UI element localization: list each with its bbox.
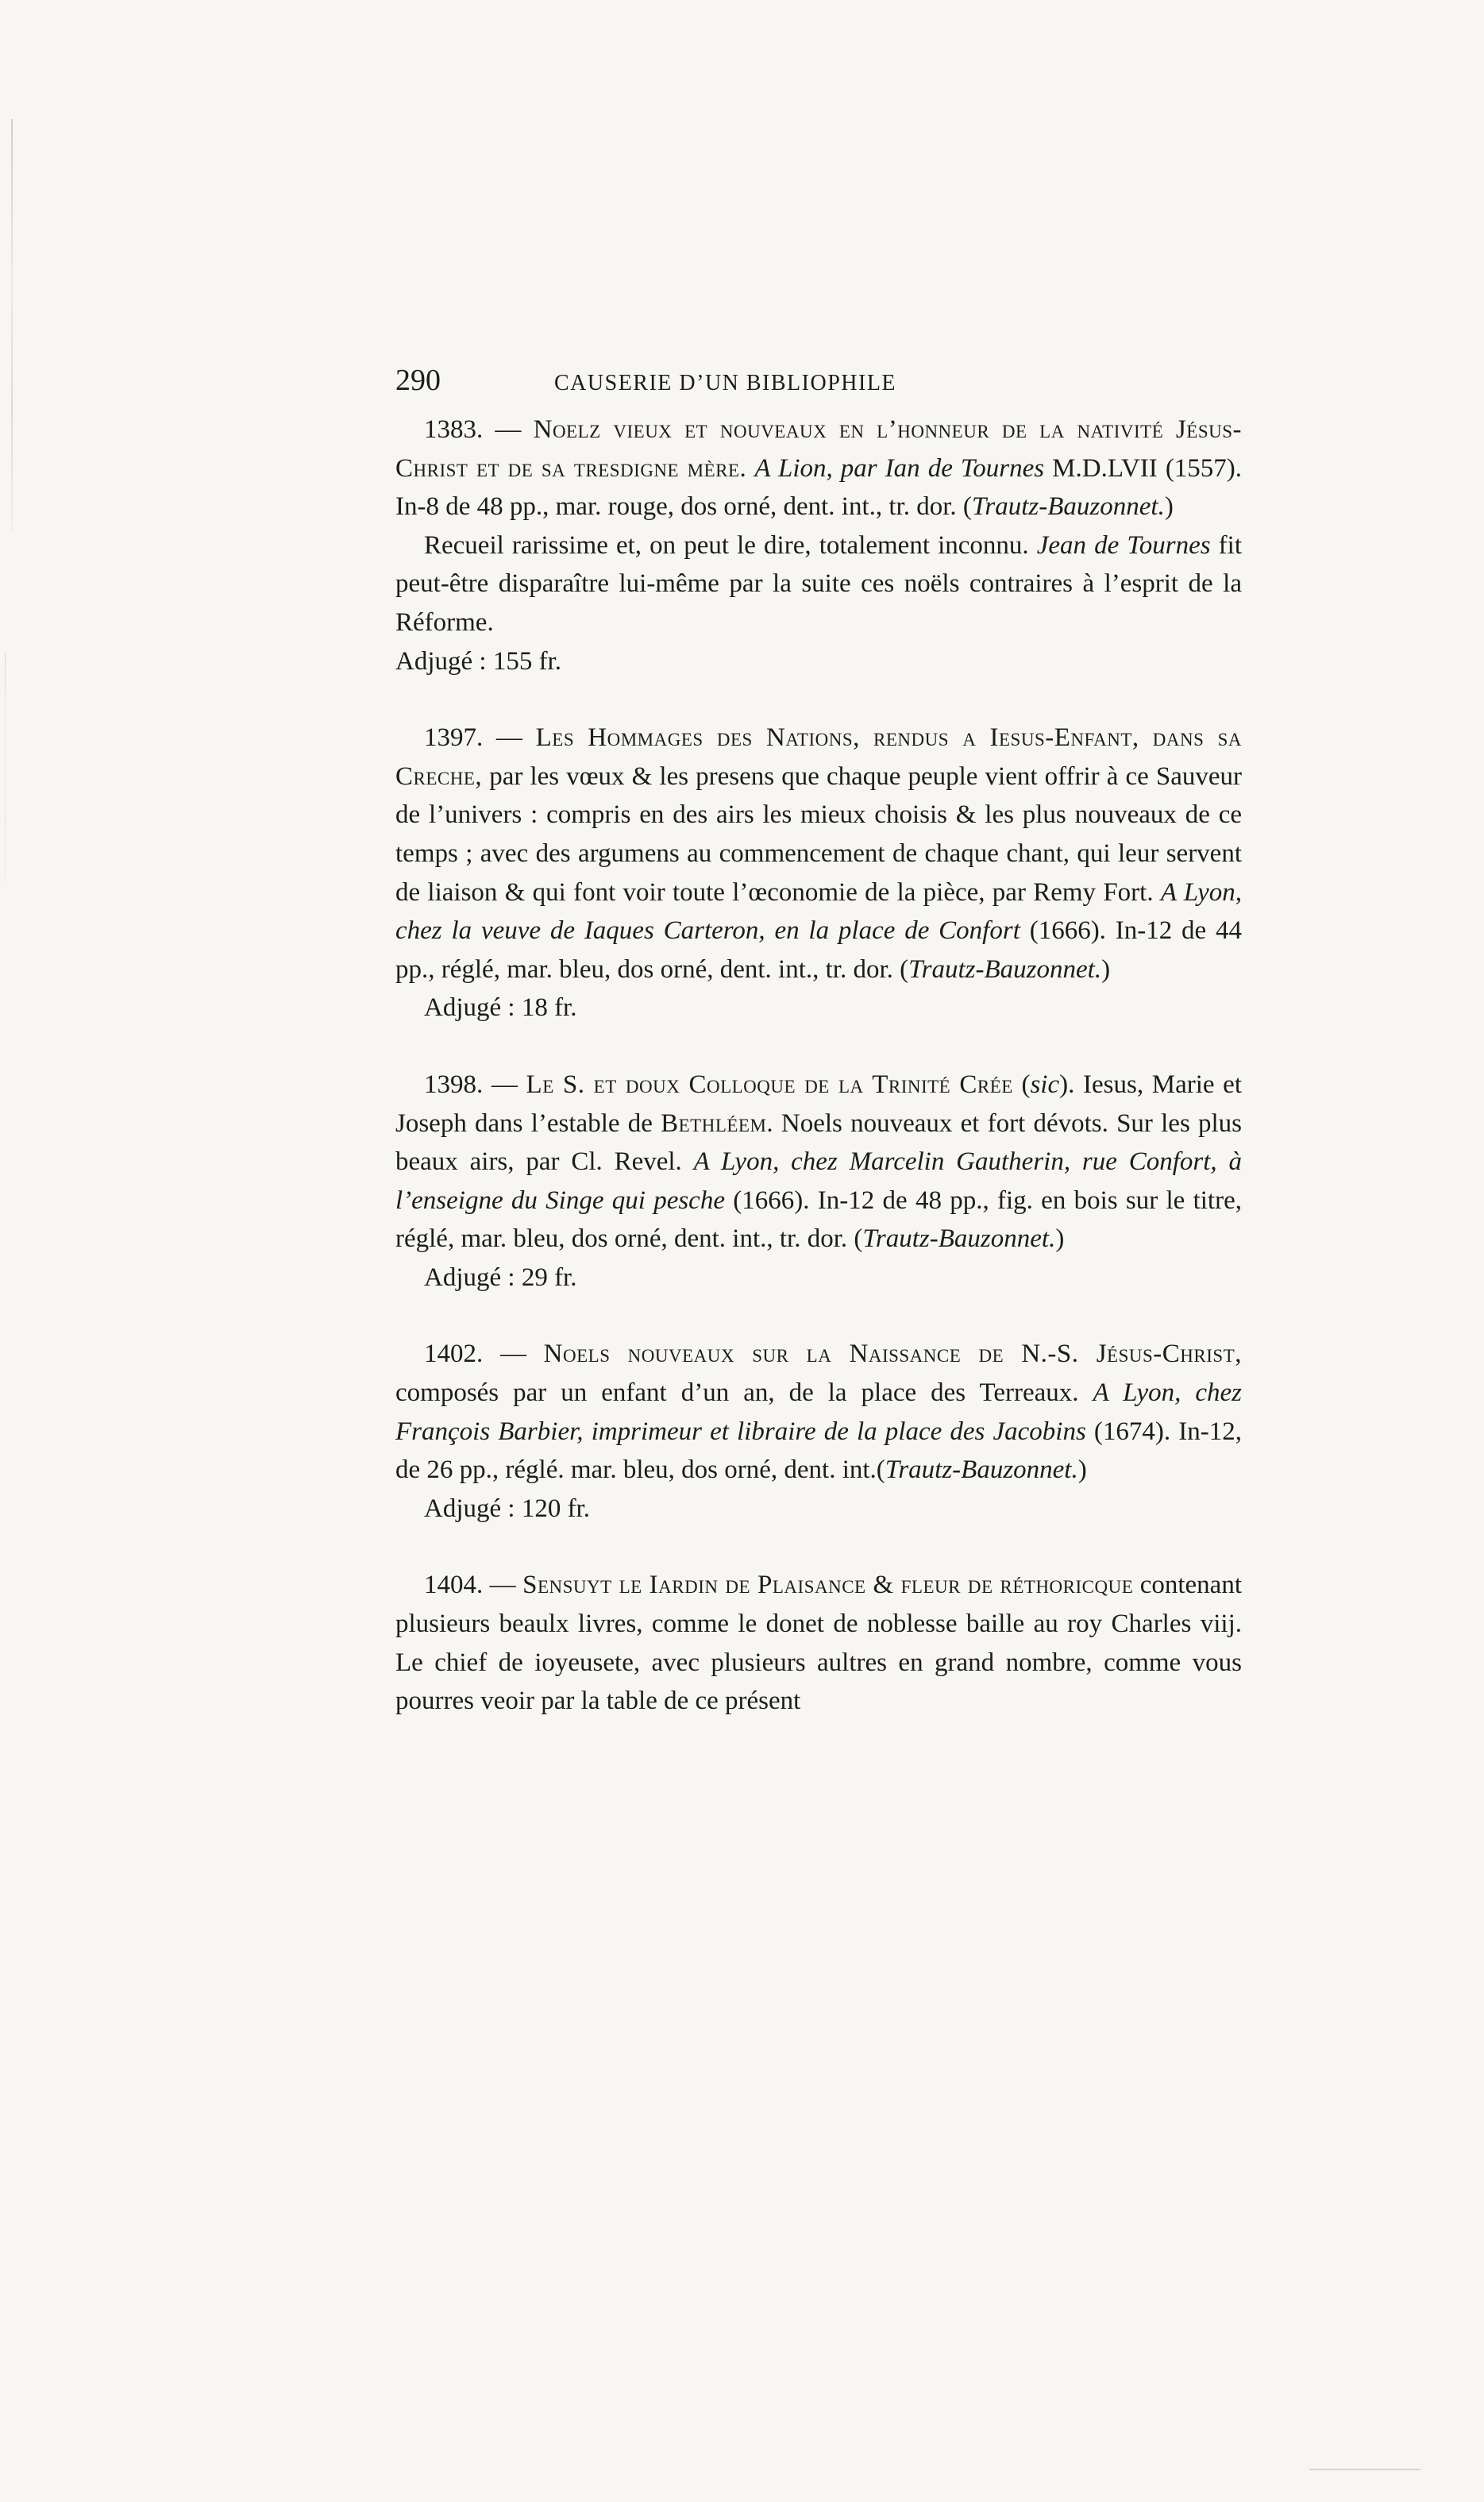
catalogue-entry-1404 (395, 1566, 1242, 1720)
entry-details: M.D.LVII (1557). In-8 de 48 pp., mar. rouge, dos orné, dent. int., tr. dor. (395, 453, 1243, 522)
entry-imprint: A Lyon, chez la veuve de Iaques Carteron, en la place de Confort (395, 877, 1242, 946)
scan-corner-mark (1309, 2469, 1420, 2470)
entry-note: Recueil rarissime et, on peut le dire, totalement inconnu. Jean de Tournes fit peut-être disparaître lui-même par la suite ces noëls contraires à l’esprit de la Réforme. (395, 530, 1242, 637)
entry-title: Les Hommages des Nations, rendus a Iesus-Enfant, dans sa Creche, (395, 723, 1242, 791)
running-title: CAUSERIE D’UN BIBLIOPHILE (554, 371, 897, 395)
page-header (395, 361, 1242, 403)
entry-description: composés par un enfant d’un an, de la place des Terreaux. (395, 1378, 1079, 1408)
scan-margin-mark (5, 651, 6, 889)
entry-sic: sic (1030, 1070, 1060, 1099)
entry-imprint: A Lyon, chez François Barbier, imprimeur et libraire de la place des Jacobins (395, 1378, 1243, 1446)
entry-title: Le S. et doux Colloque de la Trinité Crée (526, 1070, 1013, 1099)
entry-title: Noels nouveaux sur la Naissance de N.-S. Jésus-Christ, (543, 1340, 1243, 1369)
catalogue-entry-1397 (395, 719, 1242, 1027)
catalogue-entry-1383 (395, 411, 1242, 680)
entry-body: 1398. — Le S. et doux Colloque de la Trinité Crée (sic). Iesus, Marie et Joseph dans l’estable de Bethléem. Noels nouveaux et fort dévots. Sur les plus beaux airs, par Cl. Revel. A Lyon, chez Marcelin Gautherin, rue Confort, à l’enseigne du Singe qui pesche (1666). In-12 de 48 pp., fig. en bois sur le titre, réglé, mar. bleu, dos orné, dent. int., tr. dor. (Trautz-Bauzonnet.) (395, 1070, 1243, 1254)
entry-number: 1383. (424, 415, 484, 444)
entry-title: Noelz vieux et nouveaux en l’honneur de la nativité Jésus-Christ et de sa tresdigne mère. (395, 415, 1243, 483)
book-page (395, 361, 1242, 1721)
page-number: 290 (395, 364, 441, 397)
entry-number: 1398. (424, 1070, 484, 1099)
entry-title: Sensuyt le Iardin de Plaisance & fleur de réthoricque (522, 1571, 1134, 1600)
entry-price: Adjugé : 155 fr. (395, 646, 561, 676)
entry-body: 1397. — Les Hommages des Nations, rendus a Iesus-Enfant, dans sa Creche, par les vœux & les presens que chaque peuple vient offrir à ce Sauveur de l’univers : compris en des airs les mieux choisis & les plus nouveaux de ce temps ; avec des argumens au commencement de chaque chant, qui leur servent de liaison & qui font voir toute l’œconomie de la pièce, par Remy Fort. A Lyon, chez la veuve de Iaques Carteron, en la place de Confort (1666). In-12 de 44 pp., réglé, mar. bleu, dos orné, dent. int., tr. dor. (Trautz-Bauzonnet.) (395, 723, 1243, 984)
entry-details: (1666). In-12 de 48 pp., fig. en bois sur le titre, réglé, mar. bleu, dos orné, dent. int., tr. dor. (395, 1185, 1242, 1254)
entry-number: 1397. (424, 723, 484, 753)
entry-number: 1402. (424, 1340, 484, 1369)
entry-description: Iesus, Marie et Joseph dans l’estable de (395, 1070, 1242, 1138)
entry-number: 1404. (424, 1571, 484, 1600)
entry-imprint: A Lyon, chez Marcelin Gautherin, rue Confort, à l’enseigne du Singe qui pesche (395, 1147, 1243, 1215)
entry-binder: Trautz-Bauzonnet. (885, 1455, 1078, 1485)
entry-details: (1674). In-12, de 26 pp., réglé. mar. bleu, dos orné, dent. int. (395, 1417, 1242, 1485)
note-name: Jean de Tournes (1036, 530, 1211, 560)
entry-body: 1402. — Noels nouveaux sur la Naissance de N.-S. Jésus-Christ, composés par un enfant d’un an, de la place des Terreaux. A Lyon, chez François Barbier, imprimeur et libraire de la place des Jacobins (1674). In-12, de 26 pp., réglé. mar. bleu, dos orné, dent. int.(Trautz-Bauzonnet.) (395, 1340, 1243, 1485)
entry-price: Adjugé : 18 fr. (424, 993, 577, 1023)
entry-place: Bethléem (661, 1108, 767, 1138)
scan-margin-mark (11, 119, 13, 532)
entry-details: (1666). In-12 de 44 pp., réglé, mar. bleu, dos orné, dent. int., tr. dor. (395, 916, 1243, 984)
entry-description-cont: . Noels nouveaux et fort dévots. Sur les plus beaux airs, par Cl. Revel. (395, 1108, 1243, 1177)
catalogue-entry-1402 (395, 1335, 1242, 1528)
entry-body: 1383. — Noelz vieux et nouveaux en l’honneur de la nativité Jésus-Christ et de sa tresdigne mère. A Lion, par Ian de Tournes M.D.LVII (1557). In-8 de 48 pp., mar. rouge, dos orné, dent. int., tr. dor. (Trautz-Bauzonnet.) (395, 415, 1243, 522)
entry-price: Adjugé : 120 fr. (424, 1494, 590, 1523)
entry-description: contenant plusieurs beaulx livres, comme le donet de noblesse baille au roy Charles viij. Le chief de ioyeusete, avec plusieurs aultres en grand nombre, comme vous pourres veoir par la table de ce présent (395, 1571, 1242, 1716)
entry-body: 1404. — Sensuyt le Iardin de Plaisance & fleur de réthoricque contenant plusieurs beaulx livres, comme le donet de noblesse baille au roy Charles viij. Le chief de ioyeusete, avec plusieurs aultres en grand nombre, comme vous pourres veoir par la table de ce présent (395, 1571, 1242, 1716)
catalogue-entry-1398 (395, 1066, 1242, 1297)
entry-binder: Trautz-Bauzonnet. (971, 492, 1165, 522)
entry-binder: Trautz-Bauzonnet. (862, 1224, 1056, 1254)
entry-description: par les vœux & les presens que chaque peuple vient offrir à ce Sauveur de l’univers : compris en des airs les mieux choisis & les plus nouveaux de ce temps ; avec des argumens au commencement de chaque chant, qui leur servent de liaison & qui font voir toute l’œconomie de la pièce, par Remy Fort. (395, 761, 1242, 907)
entry-imprint: A Lion, par Ian de Tournes (754, 453, 1045, 483)
entry-binder: Trautz-Bauzonnet. (908, 954, 1102, 984)
entry-price: Adjugé : 29 fr. (424, 1263, 577, 1292)
